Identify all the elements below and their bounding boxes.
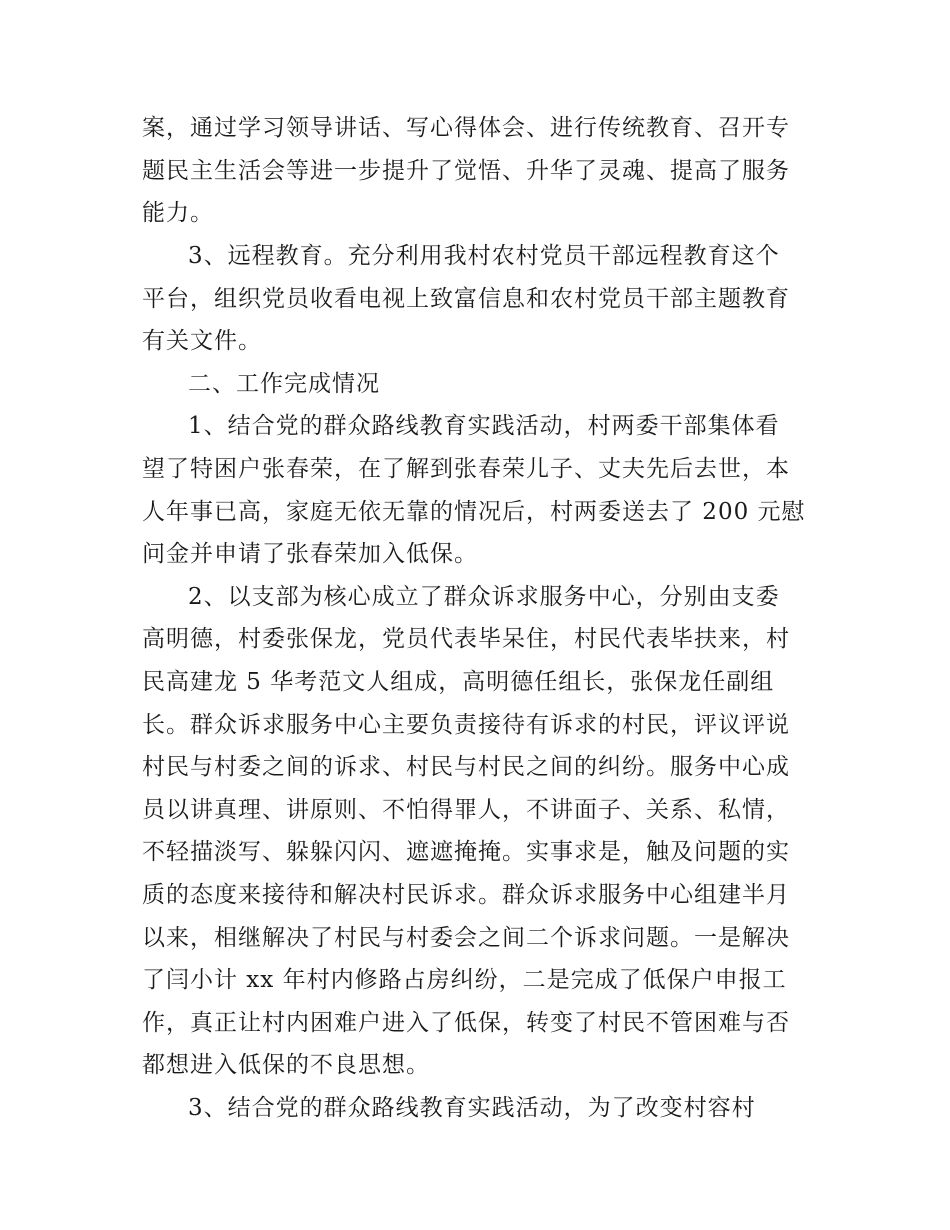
- text-line: 村民与村委之间的诉求、村民与村民之间的纠纷。服务中心成: [142, 754, 790, 780]
- section-heading: 二、工作完成情况: [188, 371, 380, 397]
- text-line: 质的态度来接待和解决村民诉求。群众诉求服务中心组建半月: [142, 882, 790, 908]
- text-line: 3、结合党的群众路线教育实践活动，为了改变村容村: [188, 1095, 756, 1121]
- text-line: 长。群众诉求服务中心主要负责接待有诉求的村民，评议评说: [142, 712, 790, 738]
- text-line: 3、远程教育。充分利用我村农村党员干部远程教育这个: [188, 243, 780, 269]
- text-line: 以来，相继解决了村民与村委会之间二个诉求问题。一是解决: [142, 925, 790, 951]
- text-line: 作，真正让村内困难户进入了低保，转变了村民不管困难与否: [142, 1010, 790, 1036]
- text-line: 1、结合党的群众路线教育实践活动，村两委干部集体看: [188, 413, 780, 439]
- text-line: 了闫小计 xx 年村内修路占房纠纷，二是完成了低保户申报工: [142, 967, 787, 993]
- text-line: 员以讲真理、讲原则、不怕得罪人，不讲面子、关系、私情，: [142, 797, 790, 823]
- text-line: 都想进入低保的不良思想。: [142, 1052, 430, 1078]
- text-line: 题民主生活会等进一步提升了觉悟、升华了灵魂、提高了服务: [142, 158, 790, 184]
- text-line: 能力。: [142, 200, 214, 226]
- text-line: 有关文件。: [142, 328, 262, 354]
- text-line: 平台，组织党员收看电视上致富信息和农村党员干部主题教育: [142, 286, 790, 312]
- text-line: 望了特困户张春荣，在了解到张春荣儿子、丈夫先后去世，本: [142, 456, 790, 482]
- text-line: 民高建龙 5 华考范文人组成，高明德任组长，张保龙任副组: [142, 669, 775, 695]
- text-line: 高明德，村委张保龙，党员代表毕呆住，村民代表毕扶来，村: [142, 626, 790, 652]
- text-line: 不轻描淡写、躲躲闪闪、遮遮掩掩。实事求是，触及问题的实: [142, 839, 790, 865]
- text-line: 人年事已高，家庭无依无靠的情况后，村两委送去了 200 元慰: [142, 499, 806, 525]
- text-line: 案，通过学习领导讲话、写心得体会、进行传统教育、召开专: [142, 115, 790, 141]
- text-line: 问金并申请了张春荣加入低保。: [142, 541, 478, 567]
- text-line: 2、以支部为核心成立了群众诉求服务中心，分别由支委: [188, 584, 780, 610]
